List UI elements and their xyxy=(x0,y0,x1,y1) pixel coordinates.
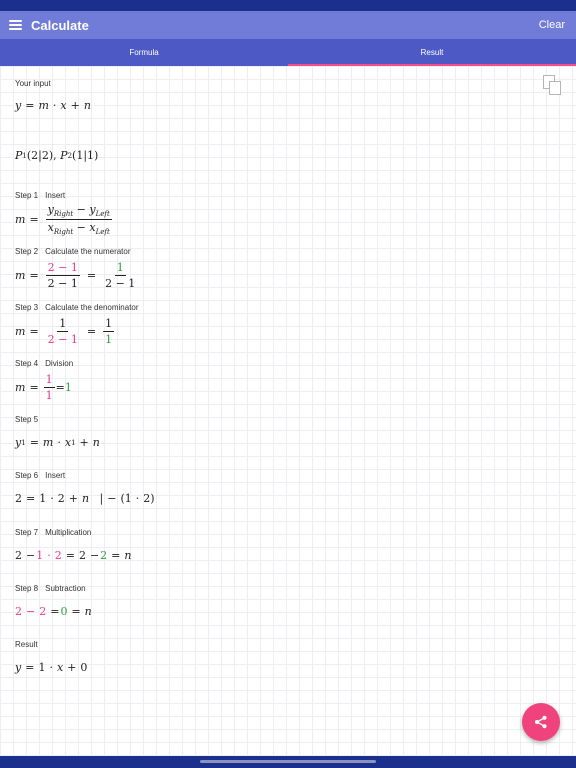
input-formula: y = m · x + n xyxy=(15,99,91,112)
home-indicator[interactable] xyxy=(200,760,376,763)
step-1-label: Step 1 Insert xyxy=(15,191,66,200)
tab-formula[interactable]: Formula xyxy=(129,48,159,57)
step-3-label: Step 3 Calculate the denominator xyxy=(15,303,139,312)
clear-button[interactable]: Clear xyxy=(538,19,565,31)
app-bar xyxy=(0,11,576,39)
share-icon xyxy=(534,715,548,729)
result-formula: y = 1 · x + 0 xyxy=(15,661,88,674)
step-4-label: Step 4 Division xyxy=(15,359,74,368)
points-formula: P 1 (2|2), P 2 (1|1) xyxy=(15,149,99,162)
step-8-label: Step 8 Subtraction xyxy=(15,584,86,593)
step-4-formula: m = $\frac{1}{1}$ = 1 xyxy=(15,373,72,402)
step-2-formula: m = $\frac{2 - 1}{2 - 1}$ = $\frac{1}{2 - 1}$ xyxy=(15,261,136,290)
step-7-formula: 2 − 1 · 2 = 2 − 2 = n xyxy=(15,549,132,562)
status-bar xyxy=(0,0,576,11)
step-2-label: Step 2 Calculate the numerator xyxy=(15,247,131,256)
result-content[interactable] xyxy=(0,66,576,756)
step-6-formula: 2 = 1 · 2 + n | − (1 · 2) xyxy=(15,492,155,505)
step-7-label: Step 7 Multiplication xyxy=(15,528,92,537)
app-title: Calculate xyxy=(31,17,89,33)
step-5-label: Step 5 xyxy=(15,415,39,424)
share-button[interactable] xyxy=(522,703,560,741)
result-label: Result xyxy=(15,640,38,649)
step-8-formula: 2 − 2 = 0 = n xyxy=(15,605,92,618)
step-5-formula: y 1 = m · x 1 + n xyxy=(15,436,100,449)
menu-icon[interactable] xyxy=(9,20,22,30)
tab-result[interactable]: Result xyxy=(288,39,576,66)
copy-icon[interactable] xyxy=(542,74,564,96)
step-1-formula: m = $\frac{y_{Right} - y_{Left}}{x_{Right} - x_{Left}}$ xyxy=(15,203,110,237)
tab-bar xyxy=(0,39,576,66)
step-3-formula: m = $\frac{1}{2 - 1}$ = $\frac{1}{1}$ xyxy=(15,317,113,346)
input-label: Your input xyxy=(15,79,51,88)
step-6-label: Step 6 Insert xyxy=(15,471,66,480)
